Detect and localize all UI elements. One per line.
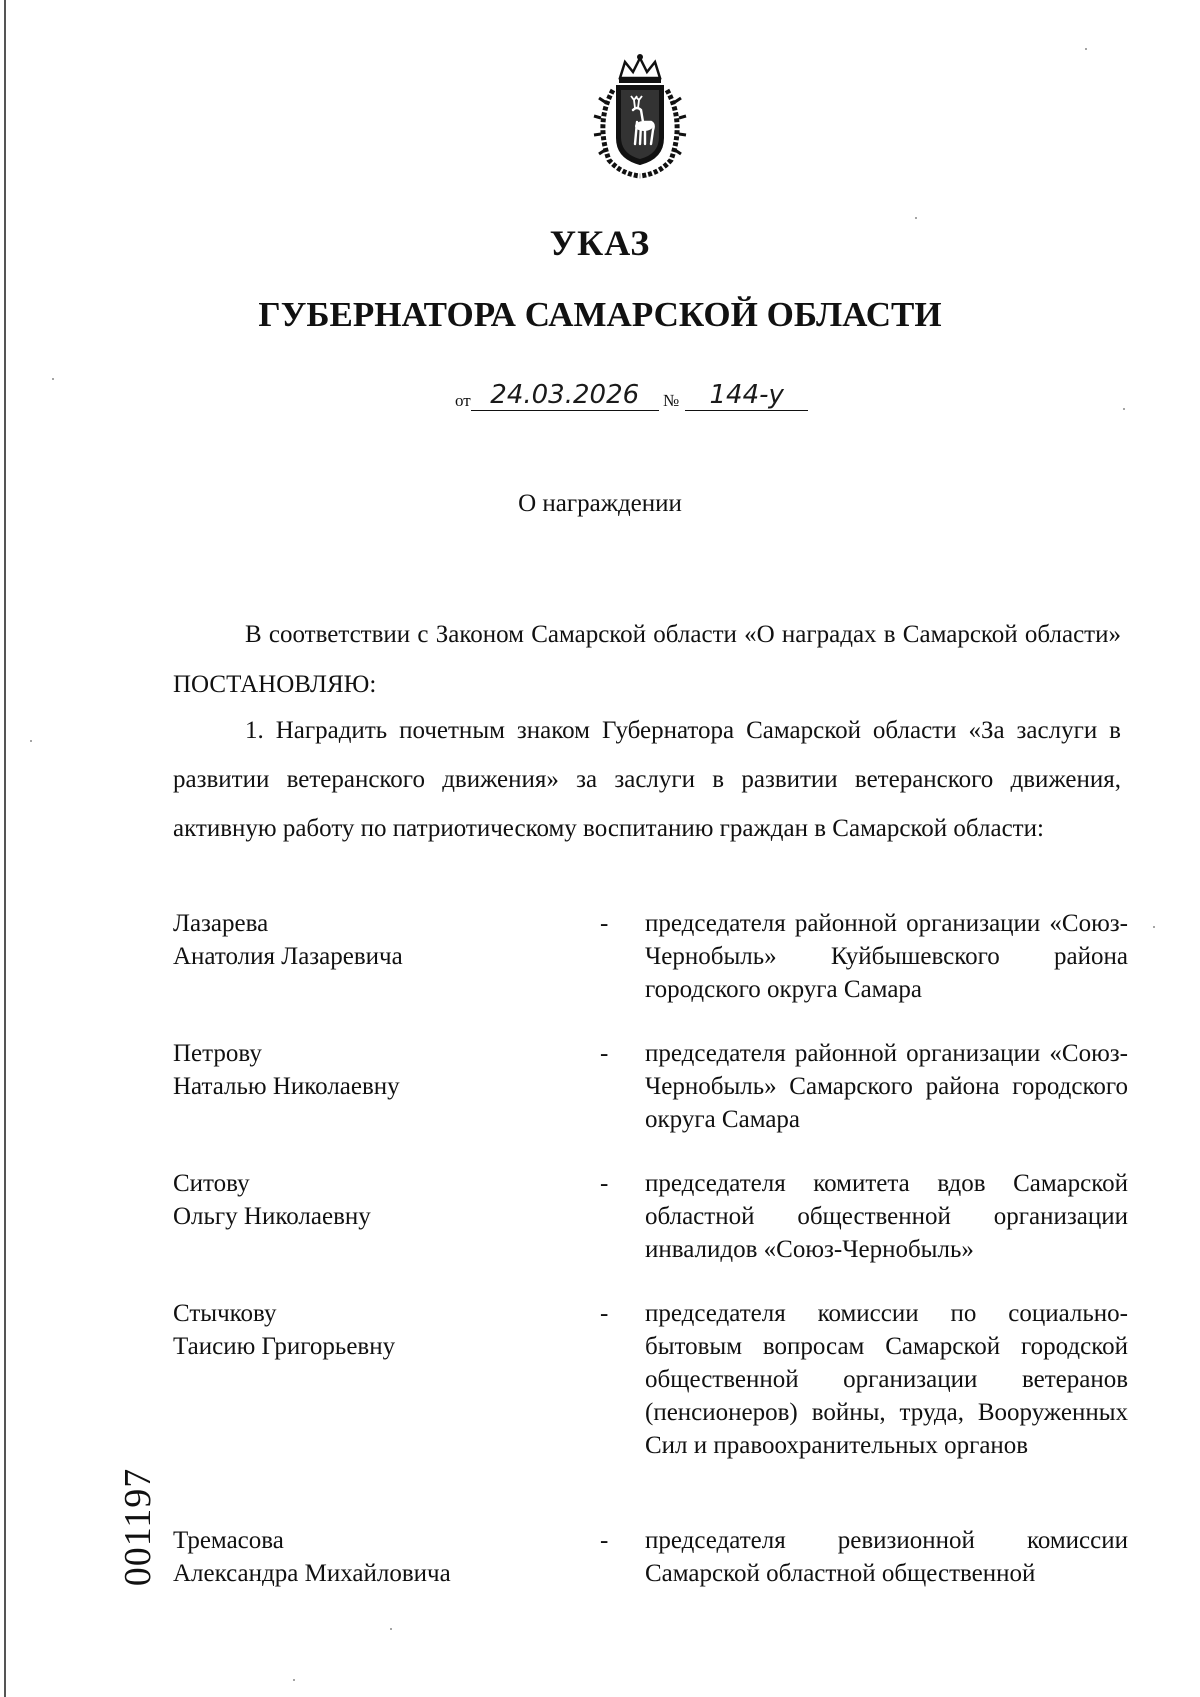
awardee-name (173, 1297, 593, 1363)
preamble-paragraph: В соответствии с Законом Самарской области «О наградах в Самарской области» ПОСТАНОВЛЯЮ: (173, 621, 1121, 698)
coat-of-arms-emblem (585, 52, 695, 182)
scan-speck (1085, 48, 1087, 50)
awardee-name (173, 1167, 593, 1233)
awardee-role: председателя комиссии по социально-бытовым вопросам Самарской городской общественной организации ветеранов (пенсионеров) войны, труда, Вооруженных Сил и правоохранительных органов (645, 1300, 1128, 1459)
awardee-given-names: Ольгу Николаевну (173, 1203, 371, 1230)
awardee-surname: Петрову (173, 1040, 262, 1067)
handwritten-number: 144-у (685, 380, 808, 411)
awardee-given-names: Наталью Николаевну (173, 1073, 400, 1100)
date-prefix: от (455, 391, 471, 410)
scan-speck (1123, 408, 1125, 410)
awardee-surname: Стычкову (173, 1300, 277, 1327)
awardee-dash: - (600, 1300, 609, 1327)
serial-number-text: 001197 (117, 1467, 159, 1587)
scan-speck (52, 378, 54, 380)
awardee-given-names: Анатолия Лазаревича (173, 943, 403, 970)
awardee-given-names: Таисию Григорьевну (173, 1333, 396, 1360)
date-number-line (455, 380, 808, 411)
awardee-dash: - (600, 1040, 609, 1067)
number-prefix: № (662, 391, 680, 410)
awardee-name (173, 907, 593, 973)
awardee-given-names: Александра Михайловича (173, 1560, 451, 1587)
awardee-name (173, 1037, 593, 1103)
scan-speck (390, 1628, 392, 1630)
document-subject: О награждении (518, 490, 682, 517)
awardee-surname: Ситову (173, 1170, 250, 1197)
awardee-dash: - (600, 910, 609, 937)
awardee-role: председателя районной организации «Союз-Чернобыль» Самарского района городского округа Самара (645, 1040, 1128, 1133)
awardee-role: председателя комитета вдов Самарской областной общественной организации инвалидов «Союз-Чернобыль» (645, 1170, 1128, 1263)
awardee-role: председателя ревизионной комиссии Самарской областной общественной (645, 1527, 1128, 1587)
clause-1-paragraph: 1. Наградить почетным знаком Губернатора Самарской области «За заслуги в развитии ветеранского движения» за заслуги в развитии ветеранского движения, активную работу по патриотическому воспитанию граждан в Самарской области: (173, 717, 1121, 842)
awardee-role: председателя районной организации «Союз-Чернобыль» Куйбышевского района городского округа Самара (645, 910, 1128, 1003)
awardee-dash: - (600, 1170, 609, 1197)
awardee-name (173, 1524, 593, 1590)
awardee-surname: Лазарева (173, 910, 269, 937)
issuer-title: ГУБЕРНАТОРА САМАРСКОЙ ОБЛАСТИ (258, 295, 942, 334)
scan-speck (1153, 926, 1155, 928)
document-type-title: УКАЗ (549, 223, 651, 263)
awardee-dash: - (600, 1527, 609, 1554)
scan-speck (915, 217, 917, 219)
awardee-surname: Тремасова (173, 1527, 284, 1554)
handwritten-date: 24.03.2026 (471, 380, 659, 411)
scan-speck (293, 1679, 295, 1681)
scan-speck (30, 740, 32, 742)
serial-number-stamp (108, 1447, 168, 1607)
